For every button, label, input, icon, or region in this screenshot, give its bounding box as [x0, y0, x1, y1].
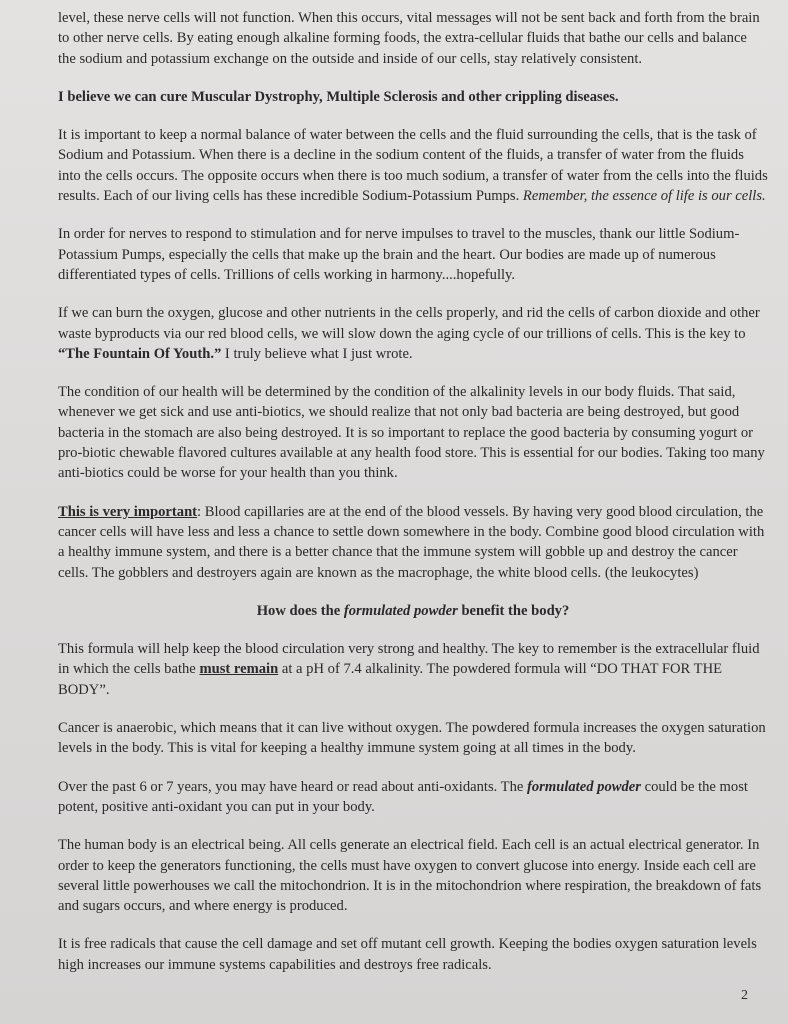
heading-2-text-a: How does the — [256, 602, 344, 619]
paragraph-2 — [58, 125, 768, 206]
page-number: 2 — [741, 988, 748, 1003]
paragraph-2-italic: Remember, the essence of life is our cells. — [522, 188, 766, 205]
body-text — [58, 8, 768, 993]
fountain-of-youth-text: “The Fountain Of Youth.” — [58, 345, 222, 362]
heading-muscular-dystrophy: I believe we can cure Muscular Dystrophy, Multiple Sclerosis and other crippling diseases. — [58, 88, 619, 105]
paragraph-3: In order for nerves to respond to stimulation and for nerve impulses to travel to the muscles, thank our little Sodium-Potassium Pumps, especially the cells that make up the brain and the heart. Our bodies are made up of numerous differentiated types of cells. Trillions of cells working in harmony....hopefully. — [58, 226, 740, 283]
paragraph-9-text-a: Over the past 6 or 7 years, you may have heard or read about anti-oxidants. The — [58, 778, 528, 795]
paragraph-8: Cancer is anaerobic, which means that it can live without oxygen. The powdered formula increases the oxygen saturation levels in the body. This is vital for keeping a healthy immune system going at all times in the body. — [58, 720, 766, 757]
paragraph-4-text-a: If we can burn the oxygen, glucose and other nutrients in the cells properly, and rid the cells of carbon dioxide and other waste byproducts via our red blood cells, we will slow down the aging cycle of our trillions of cells. This is the key to — [58, 305, 760, 342]
paragraph-7-text-a: This formula will help keep the blood circulation very strong and healthy. The key to remember is the extracellular fluid in which the cells bathe — [58, 641, 760, 678]
paragraph-2-text: It is important to keep a normal balance of water between the cells and the fluid surrounding the cells, that is the task of Sodium and Potassium. When there is a decline in the sodium content of the fluids, a transfer of water from the fluids into the cells occurs. The opposite occurs when there is too much sodium, a transfer of water from the cells into the fluids results. Each of our living cells has these incredible Sodium-Potassium Pumps. — [58, 127, 768, 205]
paragraph-9 — [58, 777, 768, 818]
paragraph-6-text: : Blood capillaries are at the end of the blood vessels. By having very good blood circulation, the cancer cells will have less and less a chance to settle down somewhere in the body. Combine good blood circulation with a healthy immune system, and there is a better chance that the immune system will gobble up and destroy the cancer cells. The gobblers and destroyers again are known as the macrophage, the white blood cells. (the leukocytes) — [58, 503, 765, 581]
paragraph-5: The condition of our health will be determined by the condition of the alkalinity levels in our body fluids. That said, whenever we get sick and use anti-biotics, we should realize that not only bad bacteria are being destroyed, but good bacteria in the stomach are also being destroyed. It is so important to replace the good bacteria by consuming yogurt or pro-biotic chewable flavored cultures available at any health food store. This is essential for our bodies. Taking too many anti-biotics could be worse for your health than you think. — [58, 384, 765, 482]
paragraph-7-text-b: at a pH of 7.4 alkalinity. The powdered formula will “DO THAT FOR THE BODY”. — [58, 661, 723, 698]
paragraph-7 — [58, 639, 768, 700]
paragraph-10: The human body is an electrical being. All cells generate an electrical field. Each cell is an actual electrical generator. In order to keep the generators functioning, the cells must have oxygen to convert glucose into energy. Inside each cell are several little powerhouses we call the mitochondrion. It is in the mitochondrion where respiration, the breakdown of fats and sugars occurs, and where energy is produced. — [58, 837, 762, 915]
paragraph-11: It is free radicals that cause the cell damage and set off mutant cell growth. Keeping the bodies oxygen saturation levels high increases our immune systems capabilities and destroys free radicals. — [58, 936, 757, 973]
heading-2-italic: formulated powder — [343, 602, 458, 619]
paragraph-6 — [58, 502, 768, 583]
very-important-lead: This is very important — [58, 503, 198, 520]
formulated-powder-text: formulated powder — [527, 778, 641, 795]
heading-formulated-powder — [58, 601, 768, 621]
paragraph-1: level, these nerve cells will not function. When this occurs, vital messages will not be sent back and forth from the brain to other nerve cells. By eating enough alkaline forming foods, the extra-cellular fluids that bathe our cells and balance the sodium and potassium exchange on the outside and inside of our cells, stay relatively consistent. — [58, 10, 760, 67]
heading-2-text-b: benefit the body? — [457, 602, 570, 619]
paragraph-4-text-b: I truly believe what I just wrote. — [221, 345, 413, 362]
paragraph-4 — [58, 303, 768, 364]
must-remain-text: must remain — [199, 661, 279, 678]
paragraph-9-text-b: could be the most potent, positive anti-oxidant you can put in your body. — [58, 778, 748, 815]
